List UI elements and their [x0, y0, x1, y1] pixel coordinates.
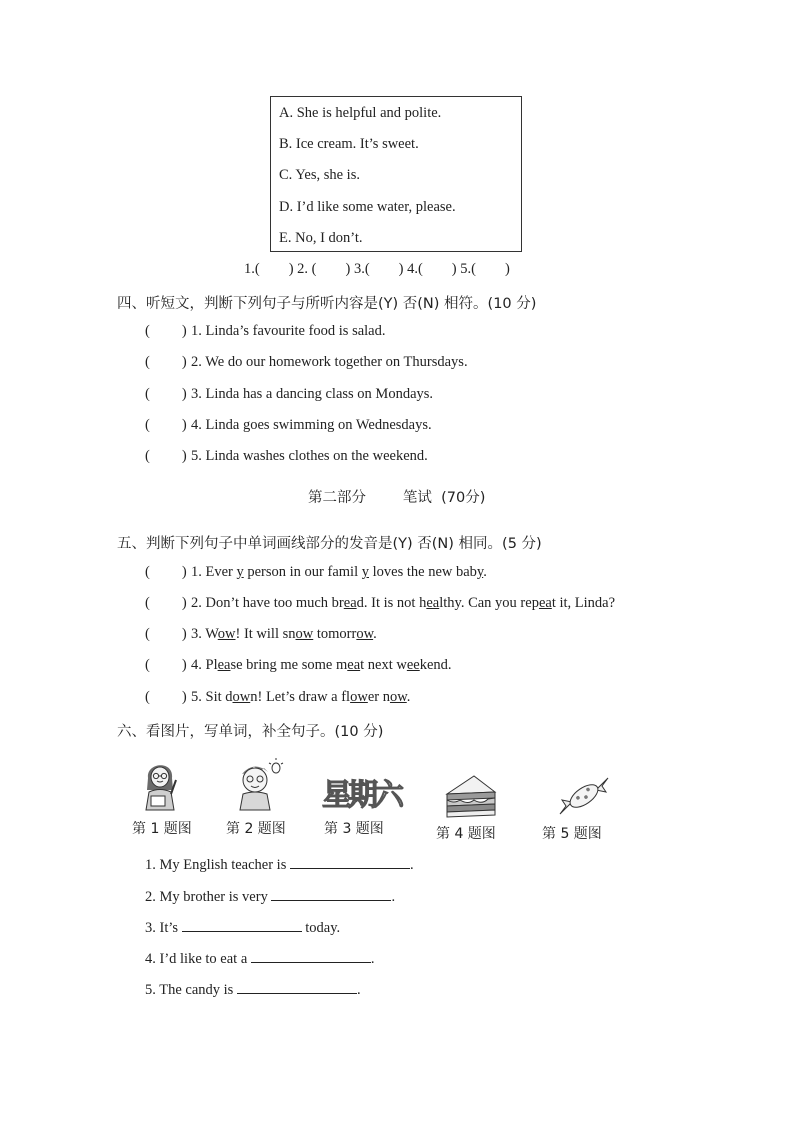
part2-title: 第二部分 笔试 (70分)	[308, 490, 486, 506]
answer-paren[interactable]: ( )	[145, 417, 187, 433]
sandwich-picture	[444, 772, 498, 818]
sentence-text: loves the new bab	[369, 564, 477, 580]
caption-3: 第 3 题图	[324, 821, 384, 837]
caption-5: 第 5 题图	[542, 826, 602, 842]
underlined-letters: ow	[295, 626, 314, 642]
underlined-letters: ow	[356, 626, 374, 642]
answer-blank[interactable]	[290, 854, 410, 869]
underlined-letters: ea	[217, 657, 231, 673]
option-b: B. Ice cream. It’s sweet.	[279, 136, 419, 152]
sentence-text: .	[373, 626, 377, 642]
underlined-letters: ow	[217, 626, 236, 642]
underlined-letters: y	[361, 564, 369, 580]
sentence-text: t it, Linda?	[551, 595, 616, 611]
answer-blank[interactable]	[271, 886, 391, 901]
candy-picture	[558, 776, 610, 816]
sentence-text: er n	[367, 689, 390, 705]
section5-heading: 五、判断下列句子中单词画线部分的发音是(Y) 否(N) 相同。(5 分)	[117, 536, 542, 552]
caption-1: 第 1 题图	[132, 821, 192, 837]
underlined-letters: y	[476, 564, 484, 580]
option-e: E. No, I don’t.	[279, 230, 363, 246]
answer-blank[interactable]	[182, 917, 302, 932]
sentence-text: lthy. Can you rep	[439, 595, 539, 611]
answer-paren[interactable]: ( )	[145, 595, 187, 611]
underlined-letters: ow	[350, 689, 368, 705]
sentence-text: 5. Sit d	[191, 689, 233, 705]
s5-item	[145, 564, 487, 581]
s4-item: ( ) 3. Linda has a dancing class on Mondays.	[145, 386, 434, 402]
sentence-text: n! Let’s draw a fl	[250, 689, 351, 705]
answer-paren[interactable]: ( )	[145, 448, 187, 464]
answer-paren[interactable]: ( )	[145, 626, 187, 642]
caption-2: 第 2 题图	[226, 821, 286, 837]
saturday-picture: 星期六	[322, 778, 400, 813]
sentence-text: person in our famil	[243, 564, 359, 580]
s5-item	[145, 626, 377, 643]
options-box	[270, 96, 522, 252]
s5-item	[145, 595, 615, 612]
option-c: C. Yes, she is.	[279, 167, 360, 183]
answer-paren[interactable]: ( )	[145, 689, 187, 705]
underlined-letters: ea	[347, 657, 361, 673]
caption-4: 第 4 题图	[436, 826, 496, 842]
s4-item: ( ) 1. Linda’s favourite food is salad.	[145, 323, 386, 339]
sentence-text: 3. W	[191, 626, 218, 642]
sentence-text: 4. Pl	[191, 657, 218, 673]
sentence-text: 2. Don’t have too much br	[191, 595, 344, 611]
sentence-text: tomorr	[313, 626, 357, 642]
underlined-letters: ea	[426, 595, 440, 611]
sentence-text: ! It will sn	[235, 626, 296, 642]
answer-paren[interactable]: ( )	[145, 657, 187, 673]
sentence-text: .	[483, 564, 487, 580]
underlined-letters: ow	[389, 689, 407, 705]
sentence-text: 1. Ever	[191, 564, 233, 580]
underlined-letters: ow	[232, 689, 251, 705]
underlined-letters: ee	[406, 657, 420, 673]
underlined-letters: ea	[538, 595, 552, 611]
answer-paren[interactable]: ( )	[145, 354, 187, 370]
section6-heading: 六、看图片，写单词，补全句子。(10 分)	[117, 724, 384, 740]
s6-item: 5. The candy is .	[145, 979, 361, 999]
sentence-text: se bring me some m	[230, 657, 348, 673]
teacher-picture	[138, 756, 182, 812]
option-d: D. I’d like some water, please.	[279, 199, 456, 215]
answer-paren[interactable]: ( )	[145, 323, 187, 339]
s6-item: 1. My English teacher is .	[145, 854, 414, 874]
s5-item	[145, 657, 452, 674]
answer-blank[interactable]	[251, 948, 371, 963]
s6-item: 2. My brother is very .	[145, 886, 395, 906]
answer-blank[interactable]	[237, 979, 357, 994]
s4-item: ( ) 5. Linda washes clothes on the weekend.	[145, 448, 428, 464]
sentence-text: kend.	[419, 657, 452, 673]
sentence-text: d. It is not h	[356, 595, 427, 611]
s6-item: 4. I’d like to eat a .	[145, 948, 375, 968]
answer-row: 1.( ) 2. ( ) 3.( ) 4.( ) 5.( )	[244, 261, 510, 277]
sentence-text: .	[406, 689, 411, 705]
sentence-text: t next w	[360, 657, 407, 673]
s5-item	[145, 689, 410, 706]
s4-item: ( ) 4. Linda goes swimming on Wednesdays.	[145, 417, 432, 433]
underlined-letters: ea	[343, 595, 357, 611]
option-a: A. She is helpful and polite.	[279, 105, 442, 121]
boy-idea-picture	[234, 758, 284, 812]
section4-heading: 四、听短文，判断下列句子与所听内容是(Y) 否(N) 相符。(10 分)	[117, 296, 537, 312]
underlined-letters: y	[236, 564, 244, 580]
answer-paren[interactable]: ( )	[145, 564, 187, 580]
s6-item: 3. It’s today.	[145, 917, 340, 937]
s4-item: ( ) 2. We do our homework together on Thursdays.	[145, 354, 468, 370]
answer-paren[interactable]: ( )	[145, 386, 187, 402]
